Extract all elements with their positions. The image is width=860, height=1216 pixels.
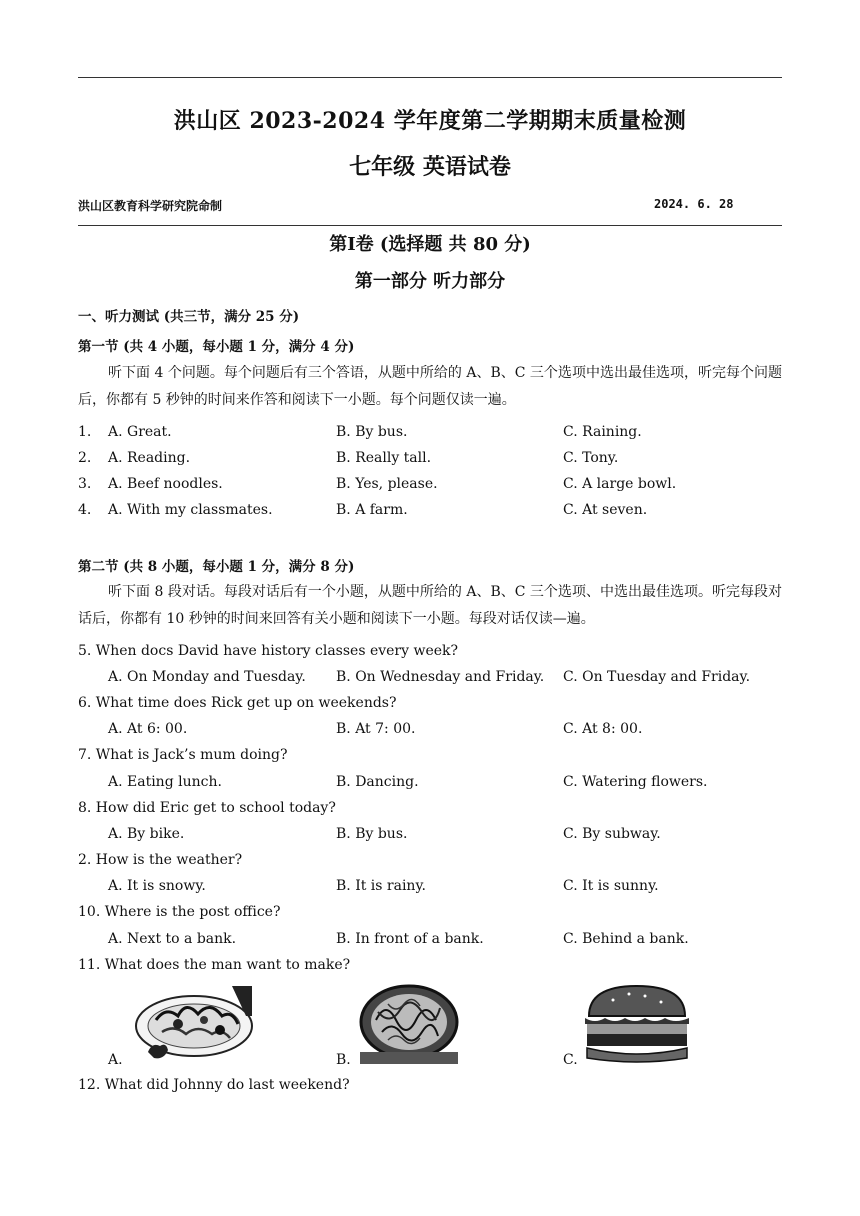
item-number: 4. — [78, 502, 92, 518]
option-c: C. Behind a bank. — [563, 931, 689, 947]
option-b: B. On Wednesday and Friday. — [336, 669, 545, 685]
question-text: 2. How is the weather? — [78, 852, 243, 868]
option-a: A. With my classmates. — [108, 502, 273, 518]
question-text: 7. What is Jack’s mum doing? — [78, 747, 288, 763]
option-a: A. By bike. — [108, 826, 185, 842]
option-c: C. A large bowl. — [563, 476, 677, 492]
option-b: B. Dancing. — [336, 774, 419, 790]
noodles-image — [358, 982, 460, 1066]
exam-date: 2024. 6. 28 — [654, 197, 734, 211]
item-number: 3. — [78, 476, 92, 492]
option-c: C. — [563, 1052, 578, 1068]
option-b: B. By bus. — [336, 424, 408, 440]
option-a: A. Reading. — [108, 450, 191, 466]
exam-subtitle: 七年级 英语试卷 — [349, 154, 511, 180]
option-b: B. A farm. — [336, 502, 408, 518]
option-a: A. It is snowy. — [108, 878, 206, 894]
header-rule — [78, 225, 782, 226]
question-text: 6. What time does Rick get up on weekends? — [78, 695, 397, 711]
option-b: B. — [336, 1052, 351, 1068]
option-c: C. Tony. — [563, 450, 619, 466]
option-b: B. Really tall. — [336, 450, 432, 466]
section2-instructions: 听下面 8 段对话。每段对话后有一个小题，从题中所给的 A、B、C 三个选项、中选出最佳选项。听完每段对话后，你都有 10 秒钟的时间来回答有关小题和阅读下一小题。每段对话仅读—遍。 — [78, 584, 782, 627]
question-text: 8. How did Eric get to school today? — [78, 800, 336, 816]
option-b: B. It is rainy. — [336, 878, 426, 894]
question-text: 11. What does the man want to make? — [78, 957, 351, 973]
option-c: C. At seven. — [563, 502, 648, 518]
item-number: 1. — [78, 424, 92, 440]
option-b: B. At 7: 00. — [336, 721, 416, 737]
option-c: C. By subway. — [563, 826, 661, 842]
part-title: 第一部分 听力部分 — [354, 271, 506, 292]
question-text: 5. When docs David have history classes every week? — [78, 643, 459, 659]
option-c: C. Watering flowers. — [563, 774, 708, 790]
option-b: B. Yes, please. — [336, 476, 438, 492]
exam-title: 洪山区 2023-2024 学年度第二学期期末质量检测 — [173, 108, 687, 134]
option-c: C. Raining. — [563, 424, 642, 440]
option-a: A. — [108, 1052, 123, 1068]
issuer: 洪山区教育科学研究院命制 — [78, 199, 223, 213]
option-a: A. At 6: 00. — [108, 721, 188, 737]
option-a: A. Beef noodles. — [108, 476, 223, 492]
option-c: C. On Tuesday and Friday. — [563, 669, 751, 685]
option-c: C. At 8: 00. — [563, 721, 643, 737]
option-a: A. On Monday and Tuesday. — [108, 669, 306, 685]
option-b: B. By bus. — [336, 826, 408, 842]
listening-heading: 一、听力测试 (共三节，满分 25 分) — [78, 309, 300, 325]
question-text: 10. Where is the post office? — [78, 904, 281, 920]
salad-image — [132, 980, 256, 1064]
option-a: A. Eating lunch. — [108, 774, 222, 790]
option-c: C. It is sunny. — [563, 878, 659, 894]
volume-title: 第Ⅰ卷 (选择题 共 80 分) — [329, 234, 531, 255]
section2-heading: 第二节 (共 8 小题，每小题 1 分，满分 8 分) — [78, 559, 355, 575]
top-rule — [78, 77, 782, 78]
option-a: A. Next to a bank. — [108, 931, 237, 947]
section1-instructions: 听下面 4 个问题。每个问题后有三个答语，从题中所给的 A、B、C 三个选项中选出最佳选项，听完每个问题后，你都有 5 秒钟的时间来作答和阅读下一小题。每个问题仅读一遍。 — [78, 365, 782, 408]
hamburger-image — [583, 982, 691, 1064]
option-a: A. Great. — [108, 424, 172, 440]
option-b: B. In front of a bank. — [336, 931, 484, 947]
section1-heading: 第一节 (共 4 小题，每小题 1 分，满分 4 分) — [78, 339, 355, 355]
question-text: 12. What did Johnny do last weekend? — [78, 1077, 350, 1093]
item-number: 2. — [78, 450, 92, 466]
